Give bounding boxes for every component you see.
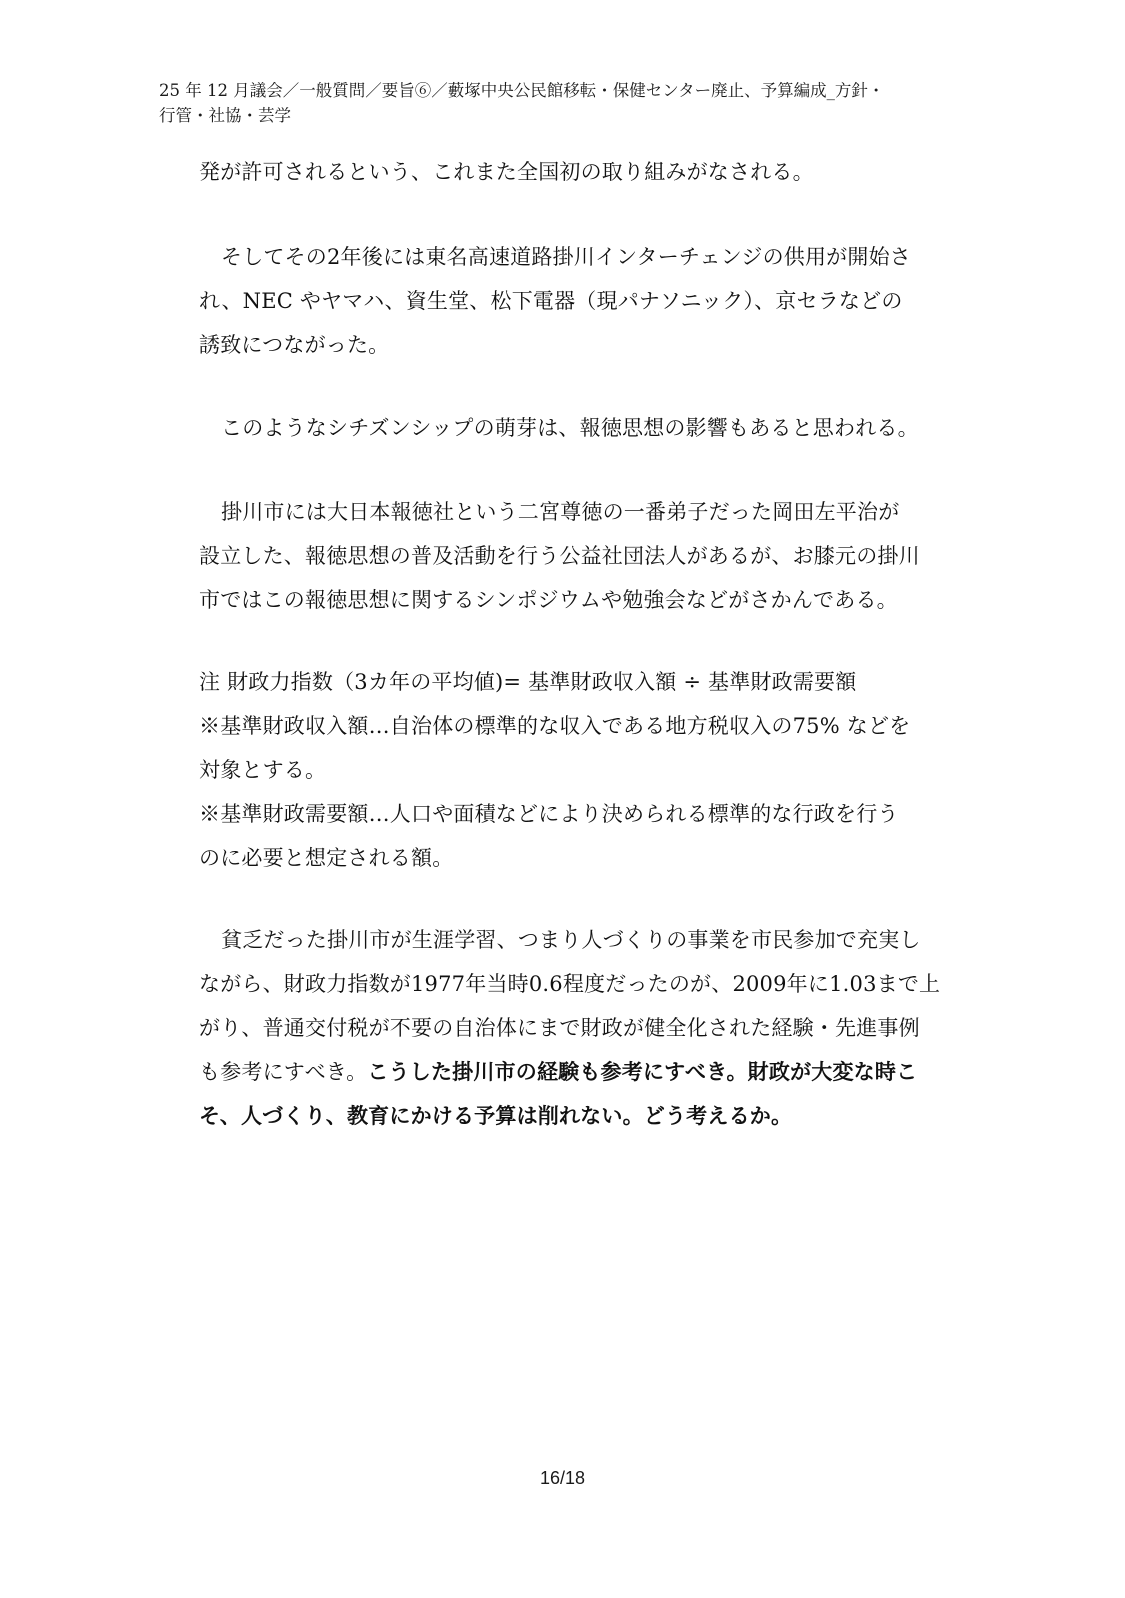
paragraph-question: [199, 918, 959, 1138]
note-financial-index: [199, 660, 959, 880]
text-line: このようなシチズンシップの萌芽は、報徳思想の影響もあると思われる。: [221, 416, 919, 440]
text-line: ながら、財政力指数が1977年当時0.6程度だったのが、2009年に1.03まで上: [199, 972, 941, 996]
text-line: 発が許可されるという、これまた全国初の取り組みがなされる。: [199, 160, 814, 184]
note-line: ※基準財政収入額…自治体の標準的な収入である地方税収入の75% などを: [199, 714, 911, 738]
text-line: 掛川市には大日本報徳社という二宮尊徳の一番弟子だった岡田左平治が: [221, 500, 900, 524]
paragraph-citizenship: [199, 406, 959, 450]
note-formula: 注 財政力指数（3カ年の平均値)= 基準財政収入額 ÷ 基準財政需要額: [199, 670, 857, 694]
text-line: 誘致につながった。: [199, 333, 390, 357]
text-line: 設立した、報徳思想の普及活動を行う公益社団法人があるが、お膝元の掛川: [199, 544, 920, 568]
text-line: 市ではこの報徳思想に関するシンポジウムや勉強会などがさかんである。: [199, 588, 898, 612]
bold-question-text: こうした掛川市の経験も参考にすべき。財政が大変な時こ: [367, 1059, 918, 1084]
text-line: 貧乏だった掛川市が生涯学習、つまり人づくりの事業を市民参加で充実し: [221, 928, 921, 952]
text-line-mixed: [199, 1050, 959, 1094]
text-line: そしてその2年後には東名高速道路掛川インターチェンジの供用が開始さ: [221, 245, 911, 269]
bold-question-line: そ、人づくり、教育にかける予算は削れない。どう考えるか。: [199, 1103, 793, 1128]
header-line-2: 行管・社協・芸学: [159, 106, 291, 125]
note-line: 対象とする。: [199, 758, 327, 782]
note-line: のに必要と想定される額。: [199, 846, 454, 870]
paragraph-continuation: [199, 150, 959, 194]
note-line: ※基準財政需要額…人口や面積などにより決められる標準的な行政を行う: [199, 802, 899, 826]
normal-text: も参考にすべき。: [199, 1060, 368, 1084]
paragraph-hotoku: [199, 490, 959, 622]
page-number: 16/18: [539, 1468, 586, 1488]
text-line: がり、普通交付税が不要の自治体にまで財政が健全化された経験・先進事例: [199, 1016, 920, 1040]
paragraph-interchange: [199, 235, 959, 367]
header-line-1: 25 年 12 月議会／一般質問／要旨⑥／藪塚中央公民館移転・保健センター廃止、予算編成_方針・: [159, 81, 885, 100]
text-line: れ、NEC やヤマハ、資生堂、松下電器（現パナソニック）、京セラなどの: [199, 289, 903, 313]
document-header: [159, 78, 979, 128]
